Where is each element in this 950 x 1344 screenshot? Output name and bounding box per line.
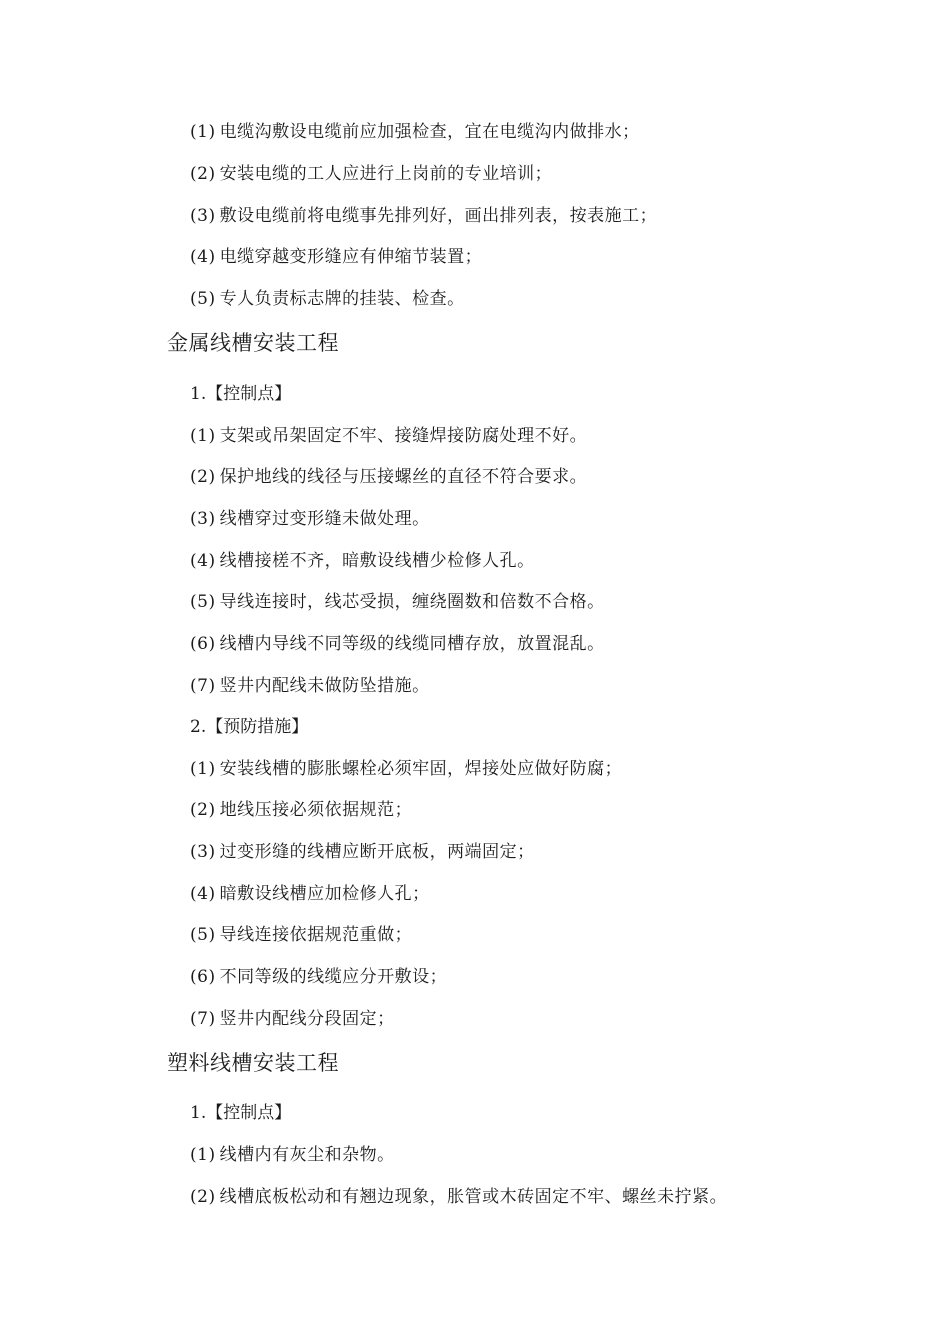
- list-item: [190, 840, 535, 864]
- item-text: 线槽穿过变形缝未做处理。: [219, 509, 430, 529]
- list-item: [190, 162, 552, 186]
- list-item: [190, 965, 447, 989]
- list-item: [190, 674, 430, 698]
- section-heading: 塑料线槽安装工程: [167, 1051, 339, 1075]
- item-number: (1): [190, 122, 216, 142]
- item-text: 电缆穿越变形缝应有伸缩节装置；: [219, 247, 483, 267]
- item-text: 不同等级的线缆应分开敷设；: [219, 967, 448, 987]
- list-item: [190, 1007, 395, 1031]
- list-item: [190, 465, 587, 489]
- list-item: [190, 287, 465, 311]
- list-item: [190, 1185, 727, 1209]
- item-number: (2): [190, 467, 216, 487]
- item-text: 线槽底板松动和有翘边现象，胀管或木砖固定不牢、螺丝未拧紧。: [219, 1187, 728, 1207]
- item-number: (6): [190, 967, 216, 987]
- item-text: 线槽接槎不齐，暗敷设线槽少检修人孔。: [219, 551, 535, 571]
- list-item: [190, 507, 430, 531]
- item-number: (7): [190, 676, 216, 696]
- item-number: (5): [190, 925, 216, 945]
- item-number: (2): [190, 164, 216, 184]
- item-text: 电缆沟敷设电缆前应加强检查，宜在电缆沟内做排水；: [219, 122, 640, 142]
- list-item: [190, 424, 587, 448]
- list-item: [190, 245, 482, 269]
- list-item: [190, 1143, 395, 1167]
- item-number: (1): [190, 1145, 216, 1165]
- item-text: 敷设电缆前将电缆事先排列好，画出排列表，按表施工；: [219, 206, 658, 226]
- item-number: (4): [190, 884, 216, 904]
- list-item: [190, 120, 640, 144]
- list-item: [190, 757, 622, 781]
- item-number: (4): [190, 551, 216, 571]
- item-text: 安装线槽的膨胀螺栓必须牢固，焊接处应做好防腐；: [219, 759, 623, 779]
- item-number: (6): [190, 634, 216, 654]
- item-number: (5): [190, 289, 216, 309]
- item-number: (3): [190, 206, 216, 226]
- item-text: 竖井内配线分段固定；: [219, 1009, 395, 1029]
- list-item: [190, 632, 605, 656]
- list-item: [190, 204, 657, 228]
- item-text: 竖井内配线未做防坠措施。: [219, 676, 430, 696]
- section-heading: 金属线槽安装工程: [167, 331, 339, 355]
- subsection-label: 1.【控制点】: [190, 1103, 292, 1123]
- item-text: 地线压接必须依据规范；: [219, 800, 413, 820]
- list-item: [190, 549, 535, 573]
- item-text: 支架或吊架固定不牢、接缝焊接防腐处理不好。: [219, 426, 588, 446]
- item-text: 保护地线的线径与压接螺丝的直径不符合要求。: [219, 467, 588, 487]
- item-text: 暗敷设线槽应加检修人孔；: [219, 884, 430, 904]
- item-text: 导线连接时，线芯受损，缠绕圈数和倍数不合格。: [219, 592, 605, 612]
- item-number: (1): [190, 426, 216, 446]
- item-text: 线槽内有灰尘和杂物。: [219, 1145, 395, 1165]
- item-number: (2): [190, 800, 216, 820]
- subsection-label: 2.【预防措施】: [190, 717, 309, 737]
- item-text: 过变形缝的线槽应断开底板，两端固定；: [219, 842, 535, 862]
- item-text: 线槽内导线不同等级的线缆同槽存放，放置混乱。: [219, 634, 605, 654]
- item-number: (3): [190, 842, 216, 862]
- list-item: [190, 882, 430, 906]
- item-number: (7): [190, 1009, 216, 1029]
- item-number: (5): [190, 592, 216, 612]
- list-item: [190, 798, 412, 822]
- list-item: [190, 923, 412, 947]
- item-number: (2): [190, 1187, 216, 1207]
- item-number: (4): [190, 247, 216, 267]
- subsection-label: 1.【控制点】: [190, 384, 292, 404]
- item-number: (3): [190, 509, 216, 529]
- item-text: 导线连接依据规范重做；: [219, 925, 413, 945]
- list-item: [190, 590, 605, 614]
- item-text: 专人负责标志牌的挂装、检查。: [219, 289, 465, 309]
- item-text: 安装电缆的工人应进行上岗前的专业培训；: [219, 164, 553, 184]
- item-number: (1): [190, 759, 216, 779]
